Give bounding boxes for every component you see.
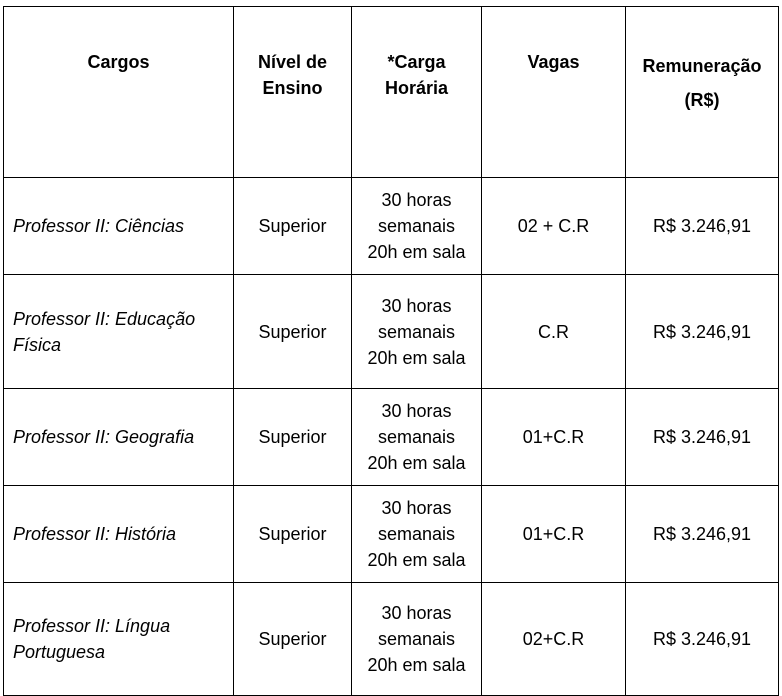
- nivel-cell: Superior: [234, 486, 352, 583]
- carga-cell: 30 horas semanais 20h em sala: [352, 486, 482, 583]
- cargo-cell: Professor II: Língua Portuguesa: [4, 583, 234, 696]
- table-row: [4, 389, 779, 486]
- carga-cell: 30 horas semanais 20h em sala: [352, 583, 482, 696]
- vagas-cell: C.R: [482, 275, 626, 389]
- nivel-cell: Superior: [234, 583, 352, 696]
- remuneracao-cell: R$ 3.246,91: [626, 583, 779, 696]
- carga-cell: 30 horas semanais 20h em sala: [352, 389, 482, 486]
- cargo-cell: Professor II: História: [4, 486, 234, 583]
- vagas-cell: 01+C.R: [482, 389, 626, 486]
- remuneracao-cell: R$ 3.246,91: [626, 389, 779, 486]
- header-remuneracao: Remuneração (R$): [626, 7, 779, 178]
- header-nivel-ensino: Nível de Ensino: [234, 7, 352, 178]
- vagas-cell: 02+C.R: [482, 583, 626, 696]
- carga-cell: 30 horas semanais 20h em sala: [352, 178, 482, 275]
- header-row: [4, 7, 779, 178]
- remuneracao-cell: R$ 3.246,91: [626, 486, 779, 583]
- nivel-cell: Superior: [234, 275, 352, 389]
- cargo-cell: Professor II: Geografia: [4, 389, 234, 486]
- nivel-cell: Superior: [234, 389, 352, 486]
- cargo-cell: Professor II: Educação Física: [4, 275, 234, 389]
- header-cargos: Cargos: [4, 7, 234, 178]
- positions-table: [3, 6, 779, 696]
- nivel-cell: Superior: [234, 178, 352, 275]
- remuneracao-cell: R$ 3.246,91: [626, 275, 779, 389]
- table-row: [4, 275, 779, 389]
- header-carga-horaria: *Carga Horária: [352, 7, 482, 178]
- table-row: [4, 178, 779, 275]
- remuneracao-cell: R$ 3.246,91: [626, 178, 779, 275]
- cargo-cell: Professor II: Ciências: [4, 178, 234, 275]
- vagas-cell: 02 + C.R: [482, 178, 626, 275]
- carga-cell: 30 horas semanais 20h em sala: [352, 275, 482, 389]
- table-row: [4, 486, 779, 583]
- table-row: [4, 583, 779, 696]
- header-vagas: Vagas: [482, 7, 626, 178]
- vagas-cell: 01+C.R: [482, 486, 626, 583]
